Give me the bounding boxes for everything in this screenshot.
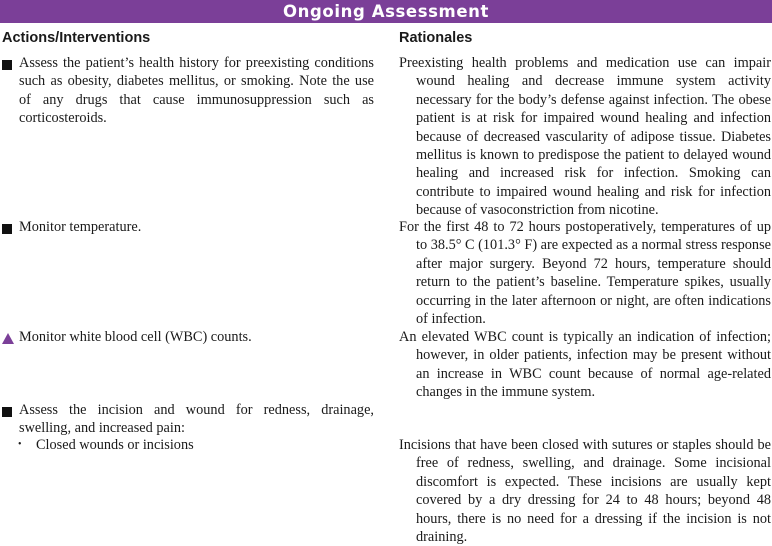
action-text: Assess the incision and wound for redness, drainage, swelling, and increased pain: [19,402,374,437]
triangle-bullet-icon [2,333,14,344]
square-bullet-icon [2,224,12,234]
banner-title: Ongoing Assessment [283,2,489,21]
action-item [2,218,374,236]
action-text: Monitor temperature. [19,219,142,235]
rationale-text: For the first 48 to 72 hours postoperatively, temperatures of up to 38.5° C (101.3° F) are expected as a normal stress response after major surgery. Beyond 72 hours, temperature should return to the patient’s baseline. Temperature spikes, usually occurring in the later afternoon or night, are often indications of infection. [399,219,771,328]
bullet-dot-icon: • [18,439,22,450]
square-bullet-icon [2,407,12,417]
rationales-column-header: Rationales [399,30,473,46]
action-item [2,54,374,128]
section-banner [0,0,772,23]
action-item [2,401,374,438]
sub-item [18,436,368,456]
action-text: Assess the patient’s health history for preexisting conditions such as obesity, diabetes mellitus, or smoking. Note the use of any drugs that cause immunosuppression such as corticosteroids. [19,55,374,127]
sub-item-text: Closed wounds or incisions [36,437,194,453]
action-text: Monitor white blood cell (WBC) counts. [19,329,252,345]
actions-column-header: Actions/Interventions [2,30,151,46]
rationale-text: Incisions that have been closed with sutures or staples should be free of redness, swelling, and drainage. Some incisional discomfort is expected. These incisions are usually kept covered by a dry dressing for 24 to 48 hours; beyond 48 hours, there is no need for a dressing if the incision is not draining. [399,437,771,546]
action-item [2,328,374,346]
rationale-text: Preexisting health problems and medication use can impair wound healing and decrease immune system activity necessary for the body’s defense against infection. The obese patient is at risk for impaired wound healing and infection because of decreased vascularity of adipose tissue. Diabetes mellitus is known to predispose the patient to delayed wound healing and increased risk for infection. Smoking can contribute to impaired wound healing and risk for infection because of vasoconstriction from nicotine. [399,55,771,219]
square-bullet-icon [2,60,12,70]
rationale-text: An elevated WBC count is typically an indication of infection; however, in older patients, infection may be present without an increase in WBC count because of normal age-related changes in the immune system. [399,329,771,401]
